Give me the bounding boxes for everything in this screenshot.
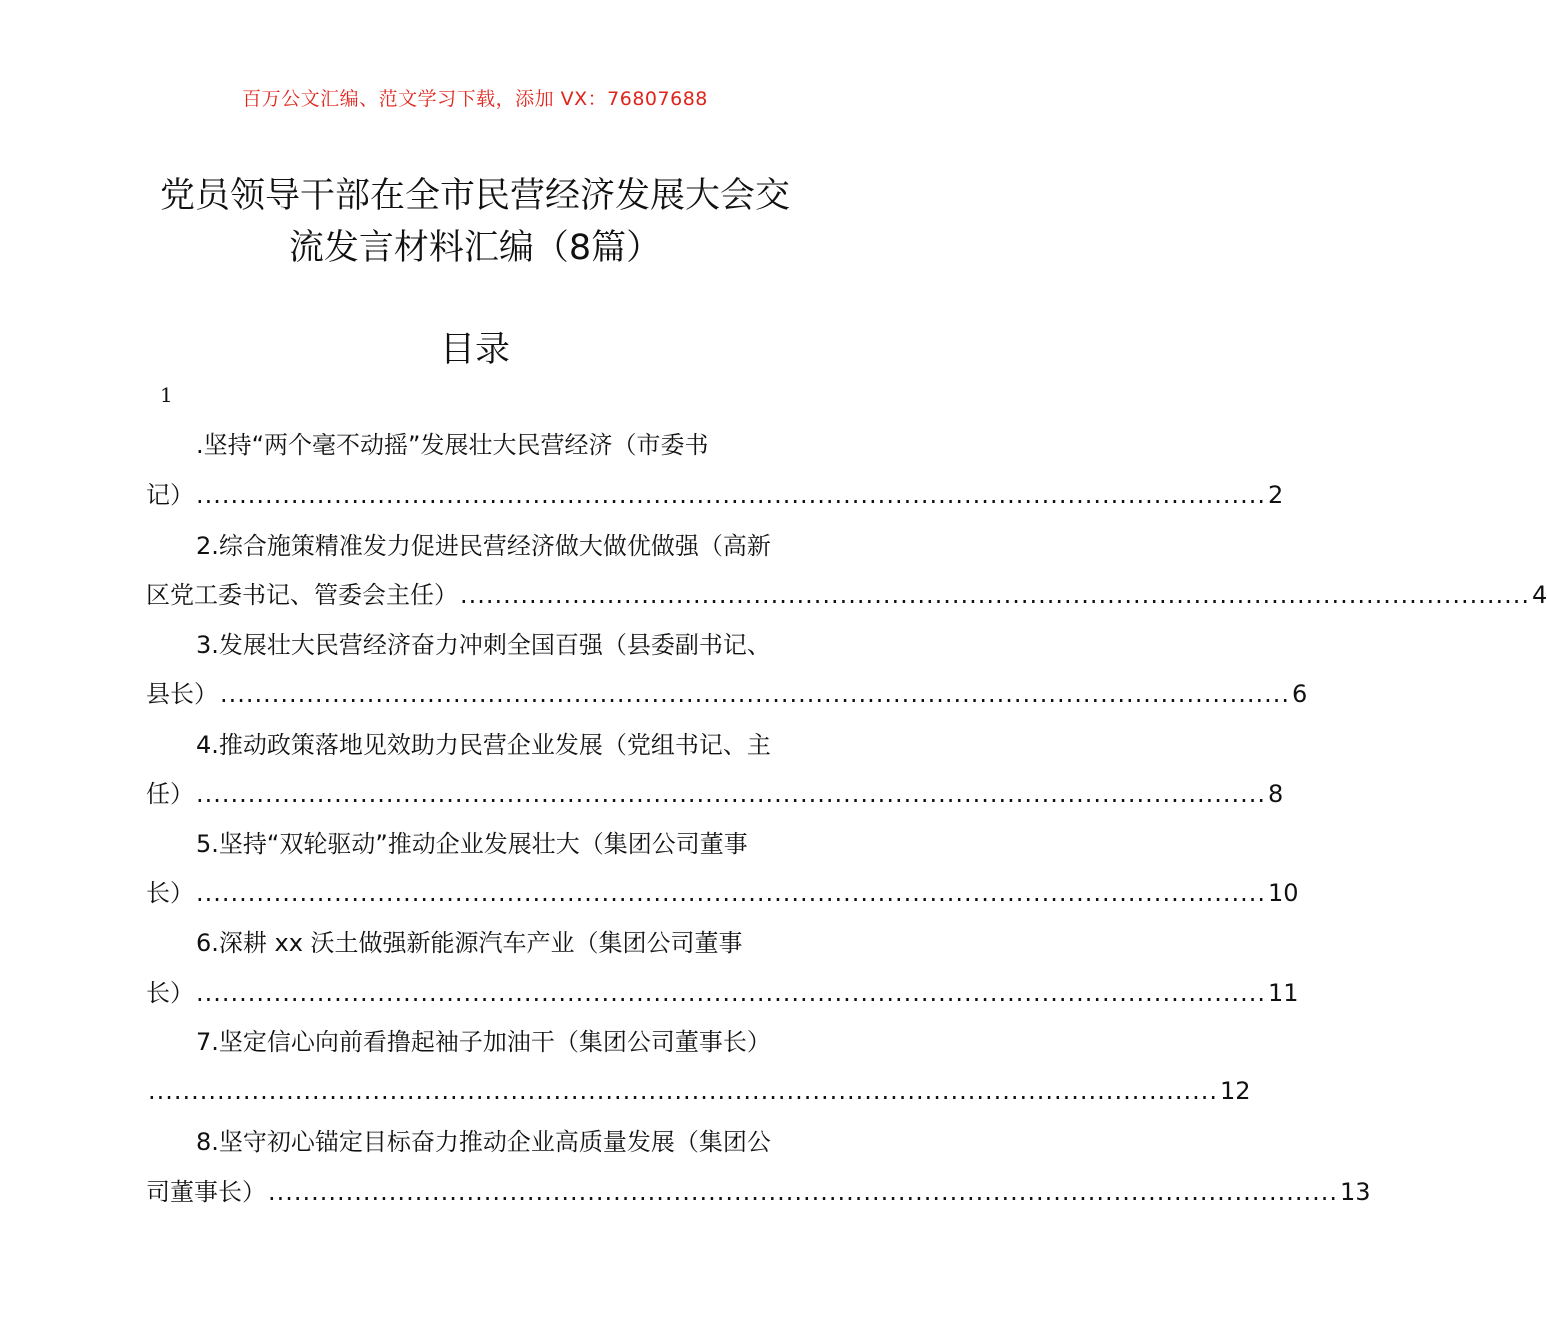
toc-entry-page: 8 <box>1267 780 1284 808</box>
toc-entry-page: 10 <box>1267 879 1299 907</box>
toc-entry-text: 长） <box>146 979 194 1007</box>
leader-dots: ............................................................................................................................ <box>196 780 1266 808</box>
toc-entry-4-line2[interactable] <box>146 779 1284 809</box>
toc-entry-text: 区党工委书记、管委会主任） <box>146 581 458 609</box>
leader-dots: ............................................................................................................................ <box>220 680 1290 708</box>
leader-dots: ............................................................................................................................ <box>148 1077 1218 1105</box>
toc-entry-text: 记） <box>146 481 194 509</box>
document-title <box>0 170 950 274</box>
toc-entry-6-line2[interactable] <box>146 978 1299 1008</box>
title-line-2: 流发言材料汇编（8篇） <box>288 228 662 268</box>
toc-entry-3-line1[interactable]: 3.发展壮大民营经济奋力冲刺全国百强（县委副书记、 <box>196 631 771 659</box>
page-marker: 1 <box>160 383 173 407</box>
toc-entry-page: 2 <box>1267 481 1284 509</box>
toc-entry-7-line2[interactable] <box>146 1076 1251 1106</box>
toc-entry-7-line1[interactable]: 7.坚定信心向前看撸起袖子加油干（集团公司董事长） <box>196 1028 771 1056</box>
leader-dots: ............................................................................................................................ <box>196 481 1266 509</box>
toc-entry-6-line1[interactable]: 6.深耕 xx 沃土做强新能源汽车产业（集团公司董事 <box>196 929 743 957</box>
toc-entry-page: 12 <box>1219 1077 1251 1105</box>
leader-dots: ............................................................................................................................ <box>268 1178 1338 1206</box>
toc-entry-8-line2[interactable] <box>146 1177 1371 1207</box>
header-note: 百万公文汇编、范文学习下载，添加 VX：76807688 <box>242 88 708 110</box>
toc-entry-8-line1[interactable]: 8.坚守初心锚定目标奋力推动企业高质量发展（集团公 <box>196 1128 771 1156</box>
toc-entry-text: 长） <box>146 879 194 907</box>
title-line-1: 党员领导干部在全市民营经济发展大会交 <box>159 176 790 216</box>
toc-entry-text: 任） <box>146 780 194 808</box>
toc-entry-text: 司董事长） <box>146 1178 266 1206</box>
toc-entry-page: 11 <box>1267 979 1299 1007</box>
toc-entry-page: 6 <box>1291 680 1308 708</box>
toc-entry-page: 13 <box>1339 1178 1371 1206</box>
toc-entry-5-line1[interactable]: 5.坚持“双轮驱动”推动企业发展壮大（集团公司董事 <box>196 830 748 858</box>
toc-entry-1-line1[interactable]: .坚持“两个毫不动摇”发展壮大民营经济（市委书 <box>196 431 709 459</box>
toc-entry-page: 4 <box>1531 581 1547 609</box>
toc-entry-1-line2[interactable] <box>146 480 1284 510</box>
toc-entry-2-line1[interactable]: 2.综合施策精准发力促进民营经济做大做优做强（高新 <box>196 532 771 560</box>
toc-heading: 目录 <box>439 330 510 370</box>
toc-entry-4-line1[interactable]: 4.推动政策落地见效助力民营企业发展（党组书记、主 <box>196 731 771 759</box>
toc-entry-3-line2[interactable] <box>146 679 1308 709</box>
toc-entry-5-line2[interactable] <box>146 878 1299 908</box>
leader-dots: ............................................................................................................................ <box>460 581 1530 609</box>
leader-dots: ............................................................................................................................ <box>196 879 1266 907</box>
leader-dots: ............................................................................................................................ <box>196 979 1266 1007</box>
toc-entry-text: 县长） <box>146 680 218 708</box>
toc-entry-2-line2[interactable] <box>146 580 1547 610</box>
